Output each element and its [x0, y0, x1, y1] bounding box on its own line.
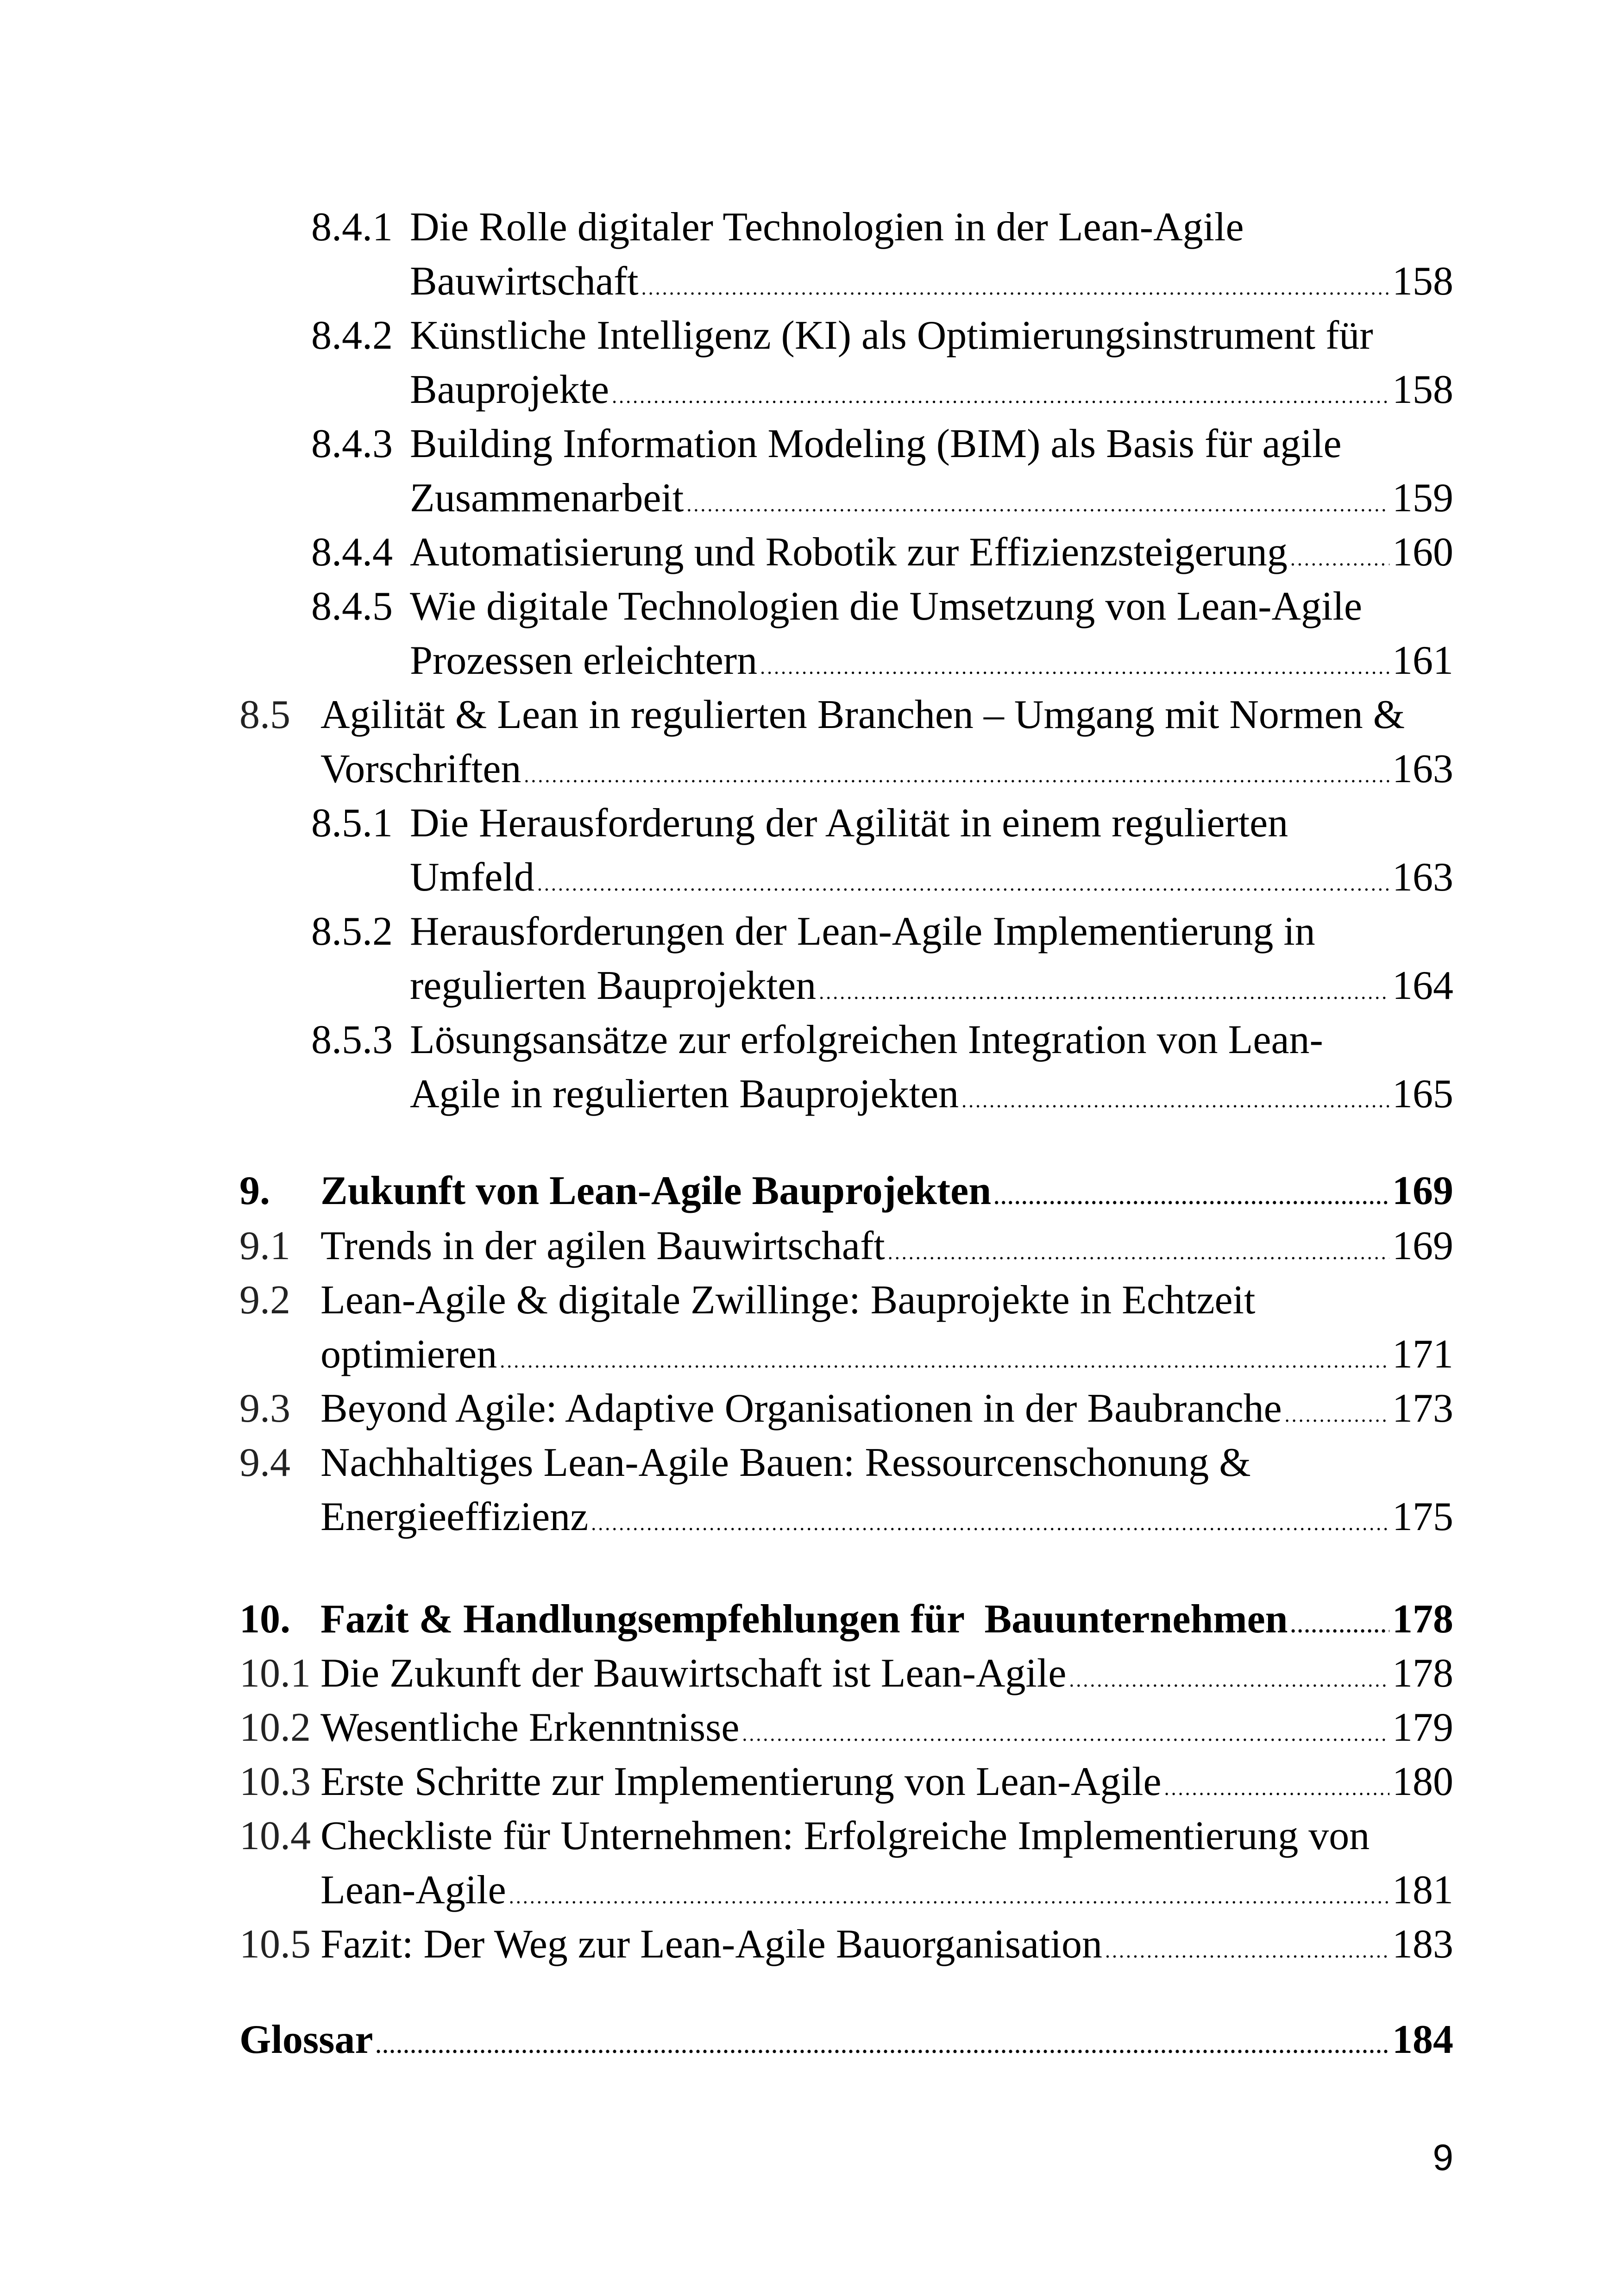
- toc-number: 8.5.3: [311, 1017, 393, 1062]
- toc-number: 9.4: [239, 1440, 290, 1485]
- toc-page-number: 175: [1392, 1494, 1453, 1539]
- toc-title-line: Wesentliche Erkenntnisse: [320, 1705, 740, 1750]
- toc-leader-row: [320, 742, 1453, 803]
- leader-dots: [1069, 1653, 1389, 1707]
- toc-title-line: Lösungsansätze zur erfolgreichen Integration von Lean-: [410, 1017, 1323, 1062]
- leader-dots: [376, 2019, 1389, 2073]
- toc-number: 8.4.2: [311, 313, 393, 358]
- leader-dots: [760, 640, 1389, 694]
- toc-page-number: 180: [1392, 1759, 1453, 1804]
- leader-dots: [961, 1073, 1389, 1128]
- toc-leader-row: [320, 1327, 1453, 1388]
- leader-dots: [742, 1707, 1389, 1761]
- toc-number: 9.2: [239, 1278, 290, 1323]
- toc-title-line: Die Rolle digitaler Technologien in der Lean-Agile: [410, 205, 1244, 250]
- toc-title-line: Agile in regulierten Bauprojekten: [410, 1072, 959, 1117]
- toc-title-line: Building Information Modeling (BIM) als Basis für agile: [410, 421, 1342, 466]
- toc-title-line: Erste Schritte zur Implementierung von Lean-Agile: [320, 1759, 1162, 1804]
- toc-title-line: Künstliche Intelligenz (KI) als Optimierungsinstrument für: [410, 313, 1373, 358]
- toc-title-line: Fazit & Handlungsempfehlungen für Bauunternehmen: [320, 1597, 1288, 1642]
- leader-dots: [1164, 1761, 1389, 1815]
- toc-title-line: Die Zukunft der Bauwirtschaft ist Lean-Agile: [320, 1651, 1067, 1696]
- leader-dots: [1285, 1388, 1389, 1442]
- toc-page-number: 165: [1392, 1072, 1453, 1117]
- toc-number: 10.3: [239, 1759, 311, 1804]
- toc-page-number: 158: [1392, 367, 1453, 412]
- leader-dots: [500, 1334, 1389, 1388]
- toc-number: 10.2: [239, 1705, 311, 1750]
- toc-number: 8.5.1: [311, 801, 393, 846]
- toc-number: 8.5.2: [311, 909, 393, 954]
- toc-page-number: 163: [1392, 855, 1453, 900]
- toc-title-line: Bauprojekte: [410, 367, 609, 412]
- leader-dots: [641, 261, 1389, 315]
- toc-title-line: Herausforderungen der Lean-Agile Implementierung in: [410, 909, 1315, 954]
- toc-leader-row: [239, 2013, 1453, 2073]
- toc-leader-row: [320, 1917, 1453, 1978]
- toc-page-number: 171: [1392, 1332, 1453, 1377]
- toc-number: 10.4: [239, 1813, 311, 1858]
- toc-title-line: Vorschriften: [320, 747, 521, 791]
- toc-page-number: 184: [1392, 2017, 1453, 2062]
- toc-page-number: 173: [1392, 1386, 1453, 1431]
- leader-dots: [1291, 1599, 1389, 1653]
- toc-number: 9.: [239, 1168, 270, 1213]
- toc-title-line: Fazit: Der Weg zur Lean-Agile Bauorganisation: [320, 1922, 1103, 1967]
- toc-page-number: 160: [1392, 530, 1453, 575]
- toc-leader-row: [320, 1164, 1453, 1224]
- toc-leader-row: [320, 1755, 1453, 1815]
- toc-leader-row: [410, 634, 1453, 694]
- toc-page-number: 161: [1392, 638, 1453, 683]
- leader-dots: [1105, 1924, 1389, 1978]
- toc-leader-row: [320, 1490, 1453, 1550]
- toc-leader-row: [410, 959, 1453, 1019]
- toc-number: 9.3: [239, 1386, 290, 1431]
- toc-title-line: Trends in der agilen Bauwirtschaft: [320, 1223, 885, 1268]
- leader-dots: [1290, 532, 1389, 586]
- toc-page-number: 163: [1392, 747, 1453, 791]
- toc-leader-row: [410, 850, 1453, 911]
- toc-page-number: 158: [1392, 259, 1453, 304]
- toc-title-line: Energieeffizienz: [320, 1494, 589, 1539]
- toc-page-number: 169: [1392, 1168, 1453, 1213]
- toc-title-line: optimieren: [320, 1332, 497, 1377]
- toc-number: 9.1: [239, 1223, 290, 1268]
- toc-leader-row: [320, 1219, 1453, 1280]
- toc-number: 10.5: [239, 1922, 311, 1967]
- leader-dots: [591, 1496, 1389, 1550]
- toc-leader-row: [410, 525, 1453, 586]
- page-number: 9: [1433, 2137, 1453, 2178]
- toc-leader-row: [410, 363, 1453, 423]
- toc-page-number: 181: [1392, 1868, 1453, 1913]
- toc-title-line: Glossar: [239, 2017, 373, 2062]
- toc-page-number: 183: [1392, 1922, 1453, 1967]
- toc-title-line: Wie digitale Technologien die Umsetzung von Lean-Agile: [410, 584, 1363, 629]
- toc-leader-row: [410, 1067, 1453, 1128]
- toc-page-number: 178: [1392, 1597, 1453, 1642]
- toc-title-line: Die Herausforderung der Agilität in einem regulierten: [410, 801, 1288, 846]
- toc-leader-row: [320, 1592, 1453, 1653]
- toc-title-line: Bauwirtschaft: [410, 259, 639, 304]
- toc-leader-row: [410, 471, 1453, 532]
- toc-page-number: 178: [1392, 1651, 1453, 1696]
- toc-title-line: Umfeld: [410, 855, 534, 900]
- toc-number: 8.4.1: [311, 205, 393, 250]
- toc-title-line: Zusammenarbeit: [410, 476, 684, 521]
- toc-title-line: Prozessen erleichtern: [410, 638, 758, 683]
- toc-number: 10.: [239, 1597, 290, 1642]
- toc-page-number: 159: [1392, 476, 1453, 521]
- toc-title-line: Nachhaltiges Lean-Agile Bauen: Ressourcenschonung &: [320, 1440, 1251, 1485]
- toc-number: 8.4.3: [311, 421, 393, 466]
- toc-title-line: Agilität & Lean in regulierten Branchen – Umgang mit Normen &: [320, 692, 1405, 737]
- leader-dots: [509, 1869, 1389, 1924]
- toc-number: 8.5: [239, 692, 290, 737]
- toc-title-line: Zukunft von Lean-Agile Bauprojekten: [320, 1168, 992, 1213]
- toc-title-line: Beyond Agile: Adaptive Organisationen in der Baubranche: [320, 1386, 1282, 1431]
- leader-dots: [686, 477, 1389, 532]
- toc-leader-row: [320, 1646, 1453, 1707]
- toc-leader-row: [320, 1381, 1453, 1442]
- leader-dots: [612, 369, 1389, 423]
- toc-title-line: Lean-Agile & digitale Zwillinge: Bauprojekte in Echtzeit: [320, 1278, 1256, 1323]
- leader-dots: [537, 857, 1389, 911]
- toc-leader-row: [410, 254, 1453, 315]
- leader-dots: [888, 1225, 1389, 1280]
- toc-title-line: regulierten Bauprojekten: [410, 963, 817, 1008]
- toc-leader-row: [320, 1863, 1453, 1924]
- toc-title-line: Lean-Agile: [320, 1868, 506, 1913]
- toc-page-number: 179: [1392, 1705, 1453, 1750]
- toc-number: 8.4.5: [311, 584, 393, 629]
- toc-leader-row: [320, 1700, 1453, 1761]
- toc-page-number: 164: [1392, 963, 1453, 1008]
- leader-dots: [819, 965, 1389, 1019]
- toc-number: 8.4.4: [311, 530, 393, 575]
- leader-dots: [524, 748, 1389, 803]
- leader-dots: [994, 1170, 1389, 1224]
- toc-number: 10.1: [239, 1651, 311, 1696]
- toc-title-line: Automatisierung und Robotik zur Effizienzsteigerung: [410, 530, 1288, 575]
- toc-page-number: 169: [1392, 1223, 1453, 1268]
- toc-title-line: Checkliste für Unternehmen: Erfolgreiche Implementierung von: [320, 1813, 1370, 1858]
